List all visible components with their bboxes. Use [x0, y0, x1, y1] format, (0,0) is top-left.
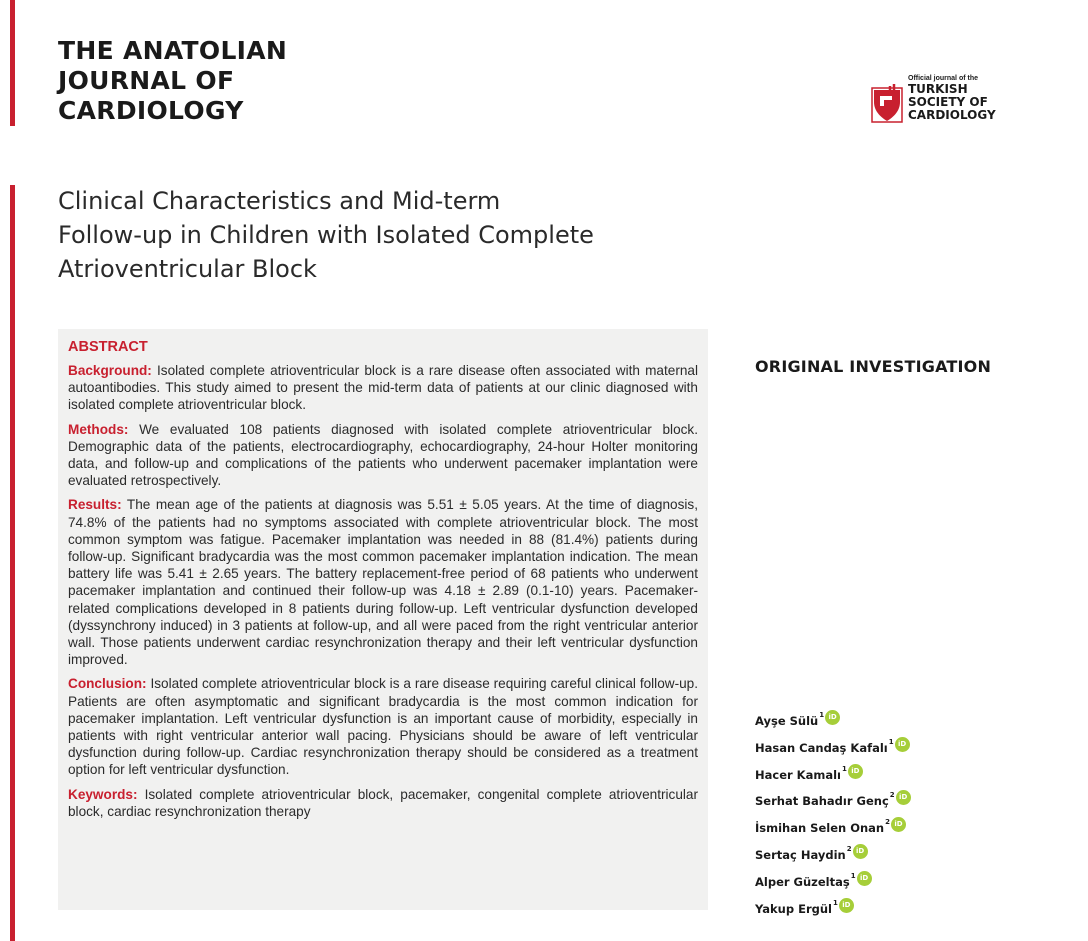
section-text: Isolated complete atrioventricular block is a rare disease requiring careful clinical follow-up. Patients are often asymptomatic and significant bradycardia is the most common indication for pacemaker implantation. Left ventricular dysfunction is an important cause of morbidity, especially in patients with right ventricular anterior wall pacing. Physicians should be aware of left ventricular dysfunction during follow-up. Cardiac resynchronization therapy should be considered as a treatment option for left ventricular dysfunction.: [68, 676, 699, 778]
article-title-line: Follow-up in Children with Isolated Complete: [58, 221, 594, 249]
society-name-line: SOCIETY OF: [908, 95, 988, 109]
author-affiliation: 2: [885, 818, 890, 827]
society-name: [908, 83, 996, 122]
section-text: The mean age of the patients at diagnosis was 5.51 ± 5.05 years. At the time of diagnosis, 74.8% of the patients had no symptoms associated with complete atrioventricular block. The most common symptom was fatigue. Pacemaker implantation was needed in 88 (81.4%) patients during follow-up. Significant bradycardia was the most common pacemaker implantation indication. The mean battery life was 5.41 ± 2.65 years. The battery replacement-free period of 68 patients who underwent pacemaker implantation and continued their follow-up was 4.18 ± 2.89 (0.1-10) years. Pacemaker-related complications developed in 8 patients during follow-up. Left ventricular dysfunction developed (dyssynchrony induced) in 3 patients at follow-up, and all were paced from the right ventricular anterior wall. Those patients underwent cardiac resynchronization therapy and their left ventricular dysfunction improved.: [68, 497, 699, 668]
author-item: [755, 818, 1055, 845]
author-affiliation: 1: [819, 711, 825, 719]
orcid-icon[interactable]: iD: [839, 898, 854, 913]
orcid-icon[interactable]: iD: [895, 737, 910, 752]
journal-title-line: THE ANATOLIAN: [58, 36, 288, 65]
society-name-line: CARDIOLOGY: [908, 108, 996, 122]
author-affiliation: 1: [888, 737, 894, 746]
article-title-line: Atrioventricular Block: [58, 255, 317, 283]
abstract-conclusion: [68, 675, 698, 778]
journal-title-line: CARDIOLOGY: [58, 96, 244, 125]
author-name: Ayşe Sülü: [755, 714, 819, 728]
abstract-results: [68, 496, 698, 668]
author-item: [755, 765, 1055, 792]
author-item: [755, 711, 1055, 738]
author-name: Sertaç Haydin: [755, 847, 846, 862]
author-affiliation: 1: [850, 871, 856, 880]
abstract-methods: [68, 421, 698, 490]
section-text: Isolated complete atrioventricular block is a rare disease often associated with maternal autoantibodies. This study aimed to present the mid-term data of patients at our clinic diagnosed with isolated complete atrioventricular block.: [68, 363, 698, 413]
author-affiliation: 1: [841, 764, 847, 773]
author-name: Serhat Bahadır Genç: [755, 794, 889, 809]
author-item: [755, 845, 1055, 872]
section-label: Results:: [68, 497, 122, 513]
article-type-label: ORIGINAL INVESTIGATION: [755, 357, 992, 376]
society-badge: [870, 74, 1070, 130]
author-affiliation: 2: [889, 791, 895, 800]
author-item: [755, 872, 1055, 899]
orcid-icon[interactable]: iD: [853, 844, 868, 859]
orcid-icon[interactable]: iD: [857, 871, 872, 886]
section-label: Background:: [68, 363, 152, 378]
society-tagline: Official journal of the: [908, 75, 979, 82]
section-text: Isolated complete atrioventricular block, pacemaker, congenital complete atrioventricular block, cardiac resynchronization therapy: [68, 786, 699, 819]
left-accent-bar-bottom: [10, 185, 15, 941]
orcid-icon[interactable]: iD: [891, 817, 906, 832]
author-name: Alper Güzeltaş: [755, 874, 850, 889]
journal-title: [58, 36, 378, 126]
left-accent-bar-top: [10, 0, 15, 126]
orcid-icon[interactable]: iD: [848, 764, 863, 779]
author-item: [755, 899, 1055, 926]
abstract-heading: ABSTRACT: [68, 339, 148, 355]
abstract-keywords: [68, 786, 698, 820]
article-title-line: Clinical Characteristics and Mid-term: [58, 187, 501, 215]
orcid-icon[interactable]: iD: [825, 710, 840, 725]
heart-logo-icon: [870, 82, 904, 126]
author-list: [755, 711, 1055, 925]
author-name: İsmihan Selen Onan: [755, 821, 885, 836]
section-label: Methods:: [68, 421, 129, 437]
abstract-background: [68, 362, 698, 414]
journal-title-line: JOURNAL OF: [58, 66, 235, 95]
orcid-icon[interactable]: iD: [896, 790, 911, 805]
author-item: [755, 738, 1055, 765]
author-name: Hacer Kamalı: [755, 767, 841, 782]
section-label: Keywords:: [68, 786, 138, 802]
author-name: Yakup Ergül: [755, 901, 832, 916]
abstract-box: [58, 329, 708, 910]
article-title: [58, 184, 698, 286]
author-affiliation: 2: [846, 844, 852, 853]
author-name: Hasan Candaş Kafalı: [755, 740, 888, 755]
author-affiliation: 1: [833, 898, 838, 907]
section-label: Conclusion:: [68, 676, 147, 692]
section-text: We evaluated 108 patients diagnosed with isolated complete atrioventricular block. Demographic data of the patients, electrocardiography, echocardiography, 24-hour Holter monitoring data, and follow-up and complications of the patients who underwent pacemaker implantation were evaluated retrospectively.: [68, 421, 699, 489]
author-item: [755, 791, 1055, 818]
society-name-line: TURKISH: [908, 82, 968, 96]
